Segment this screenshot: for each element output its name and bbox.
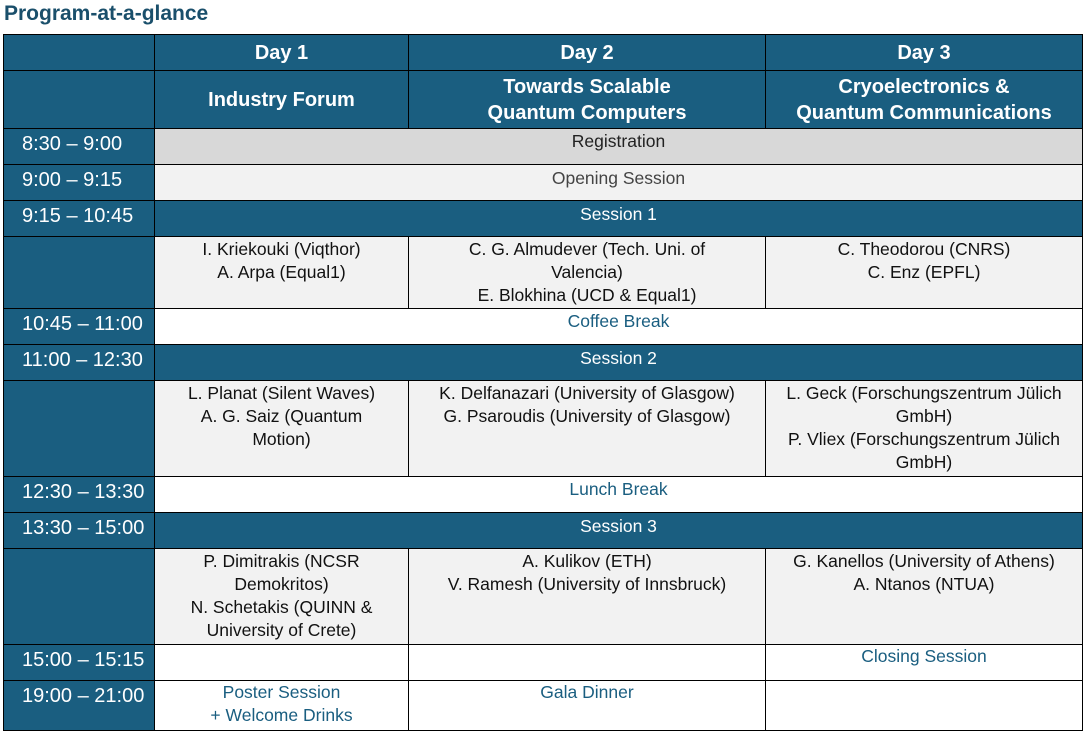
speaker-line: E. Blokhina (UCD & Equal1) [477, 285, 697, 305]
speakers-cell [155, 237, 409, 309]
day3-theme-line: Quantum Communications [796, 101, 1052, 124]
speaker-line: C. Enz (EPFL) [867, 262, 981, 282]
coffee-row [4, 309, 1083, 345]
session3-row [4, 513, 1083, 549]
empty-cell [409, 645, 766, 681]
closing-row [4, 645, 1083, 681]
speaker-line: G. Kanellos (University of Athens) [793, 551, 1055, 571]
opening-row [4, 165, 1083, 201]
poster-line: Poster Session [222, 682, 341, 702]
time-cell: 9:15 – 10:45 [4, 201, 155, 237]
speaker-line: G. Psaroudis (University of Glasgow) [443, 406, 731, 426]
speaker-line: C. Theodorou (CNRS) [837, 239, 1011, 259]
speakers-cell [766, 381, 1083, 477]
session2-row [4, 345, 1083, 381]
speaker-line: Motion) [252, 429, 311, 449]
day-header-row [4, 35, 1083, 71]
opening-session-cell: Opening Session [155, 165, 1083, 201]
time-cell: 13:30 – 15:00 [4, 513, 155, 549]
evening-row [4, 681, 1083, 731]
speaker-line: V. Ramesh (University of Innsbruck) [447, 574, 727, 594]
speaker-line: A. Ntanos (NTUA) [853, 574, 995, 594]
time-cell-empty [4, 237, 155, 309]
day3-header: Day 3 [766, 35, 1083, 71]
speaker-line: I. Kriekouki (Viqthor) [202, 239, 361, 259]
time-cell-empty [4, 381, 155, 477]
poster-session-cell [155, 681, 409, 731]
speakers-cell [766, 549, 1083, 645]
day2-header: Day 2 [409, 35, 766, 71]
speakers-cell [409, 381, 766, 477]
lunch-row [4, 477, 1083, 513]
speakers-cell [409, 237, 766, 309]
session1-banner: Session 1 [155, 201, 1083, 237]
speaker-line: GmbH) [895, 452, 953, 472]
speakers-cell [155, 549, 409, 645]
time-cell: 12:30 – 13:30 [4, 477, 155, 513]
empty-cell [155, 645, 409, 681]
speaker-line: K. Delfanazari (University of Glasgow) [439, 383, 735, 403]
speaker-line: N. Schetakis (QUINN & [190, 597, 373, 617]
speakers-cell [766, 237, 1083, 309]
corner-cell [4, 71, 155, 129]
speaker-line: A. Kulikov (ETH) [522, 551, 652, 571]
program-table [3, 34, 1083, 731]
time-cell: 11:00 – 12:30 [4, 345, 155, 381]
coffee-break-cell: Coffee Break [155, 309, 1083, 345]
day1-theme: Industry Forum [155, 71, 409, 129]
lunch-break-cell: Lunch Break [155, 477, 1083, 513]
day2-theme [409, 71, 766, 129]
session3-banner: Session 3 [155, 513, 1083, 549]
time-cell: 19:00 – 21:00 [4, 681, 155, 731]
page-title: Program-at-a-glance [4, 2, 209, 25]
speaker-line: Demokritos) [234, 574, 329, 594]
empty-cell [766, 681, 1083, 731]
speaker-line: Valencia) [551, 262, 623, 282]
speaker-line: C. G. Almudever (Tech. Uni. of [468, 239, 706, 259]
day1-header: Day 1 [155, 35, 409, 71]
theme-header-row [4, 71, 1083, 129]
day2-theme-line: Quantum Computers [487, 101, 687, 124]
time-cell: 15:00 – 15:15 [4, 645, 155, 681]
time-cell: 10:45 – 11:00 [4, 309, 155, 345]
registration-row [4, 129, 1083, 165]
session1-speakers-row [4, 237, 1083, 309]
day3-theme-line: Cryoelectronics & [838, 75, 1010, 98]
corner-cell [4, 35, 155, 71]
time-cell: 8:30 – 9:00 [4, 129, 155, 165]
speaker-line: L. Geck (Forschungszentrum Jülich [786, 383, 1062, 403]
day3-theme [766, 71, 1083, 129]
session1-row [4, 201, 1083, 237]
speaker-line: A. Arpa (Equal1) [217, 262, 346, 282]
speakers-cell [155, 381, 409, 477]
gala-dinner-cell: Gala Dinner [409, 681, 766, 731]
closing-session-cell: Closing Session [766, 645, 1083, 681]
speaker-line: University of Crete) [206, 620, 357, 640]
speakers-cell [409, 549, 766, 645]
poster-line: + Welcome Drinks [210, 705, 353, 725]
time-cell-empty [4, 549, 155, 645]
speaker-line: GmbH) [895, 406, 953, 426]
registration-cell: Registration [155, 129, 1083, 165]
speaker-line: A. G. Saiz (Quantum [200, 406, 363, 426]
speaker-line: P. Vliex (Forschungszentrum Jülich [787, 429, 1060, 449]
time-cell: 9:00 – 9:15 [4, 165, 155, 201]
speaker-line: P. Dimitrakis (NCSR [203, 551, 360, 571]
session3-speakers-row [4, 549, 1083, 645]
session2-speakers-row [4, 381, 1083, 477]
session2-banner: Session 2 [155, 345, 1083, 381]
day2-theme-line: Towards Scalable [503, 75, 671, 98]
speaker-line: L. Planat (Silent Waves) [187, 383, 376, 403]
